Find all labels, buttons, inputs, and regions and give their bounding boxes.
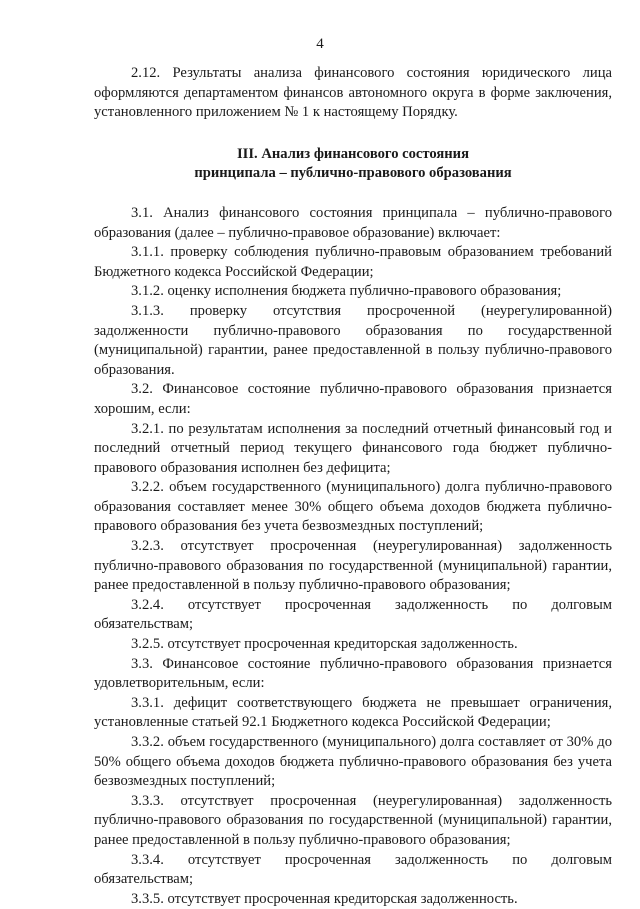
paragraph-3-3-5: 3.3.5. отсутствует просроченная кредиторская задолженность. — [131, 890, 518, 907]
paragraph-3-3: 3.3. Финансовое состояние публично-правового образования признается удовлетворительным, если: — [94, 655, 612, 692]
paragraph-3-3-2: 3.3.2. объем государственного (муниципального) долга составляет от 30% до 50% общего объема доходов бюджета публично-правового образования без учета безвозмездных поступлений; — [94, 734, 612, 790]
page-number: 4 — [316, 36, 324, 52]
section-heading-line-2: принципала – публично-правового образования — [194, 165, 512, 182]
paragraph-3-2-4: 3.2.4. отсутствует просроченная задолженность по долговым обязательствам; — [94, 596, 612, 633]
document-body — [94, 64, 612, 909]
paragraph-3-1-3: 3.1.3. проверку отсутствия просроченной (неурегулированной) задолженности публично-правового образования по государственной (муниципальной) гарантии, ранее предоставленной в пользу публично-правового образования. — [94, 302, 612, 378]
paragraph-3-2-3: 3.2.3. отсутствует просроченная (неурегулированная) задолженность публично-правового образования по государственной (муниципальной) гарантии, ранее предоставленной в пользу публично-правового образования; — [94, 538, 612, 594]
section-heading-line-1: III. Анализ финансового состояния — [237, 145, 469, 162]
paragraph-3-3-1: 3.3.1. дефицит соответствующего бюджета не превышает ограничения, установленные статьей 92.1 Бюджетного кодекса Российской Федерации; — [94, 694, 612, 731]
section-heading — [94, 145, 612, 184]
paragraph-3-1-1: 3.1.1. проверку соблюдения публично-правовым образованием требований Бюджетного кодекса Российской Федерации; — [94, 244, 612, 280]
paragraph-3-2-2: 3.2.2. объем государственного (муниципального) долга публично-правового образования составляет менее 30% общего объема доходов бюджета публично-правового образования без учета безвозмездных поступлений; — [94, 479, 612, 535]
paragraph-3-1-2: 3.1.2. оценку исполнения бюджета публично-правового образования; — [131, 283, 562, 300]
paragraph-3-3-3: 3.3.3. отсутствует просроченная (неурегулированная) задолженность публично-правового образования по государственной (муниципальной) гарантии, ранее предоставленной в пользу публично-правового образования; — [94, 792, 612, 848]
paragraph-3-2-5: 3.2.5. отсутствует просроченная кредиторская задолженность. — [131, 636, 518, 653]
paragraph-3-1: 3.1. Анализ финансового состояния принципала – публично-правового образования (далее – публично-правовое образование) включает: — [94, 204, 612, 241]
paragraph-3-3-4: 3.3.4. отсутствует просроченная задолженность по долговым обязательствам; — [94, 851, 612, 888]
paragraph-2-12: 2.12. Результаты анализа финансового состояния юридического лица оформляются департаментом финансов автономного округа в форме заключения, установленного приложением № 1 к настоящему Порядку. — [94, 65, 612, 121]
paragraph-3-2: 3.2. Финансовое состояние публично-правового образования признается хорошим, если: — [94, 381, 612, 417]
paragraph-3-2-1: 3.2.1. по результатам исполнения за последний отчетный финансовый год и последний отчетный период текущего финансового года бюджет публично-правового образования исполнен без дефицита; — [94, 420, 612, 476]
